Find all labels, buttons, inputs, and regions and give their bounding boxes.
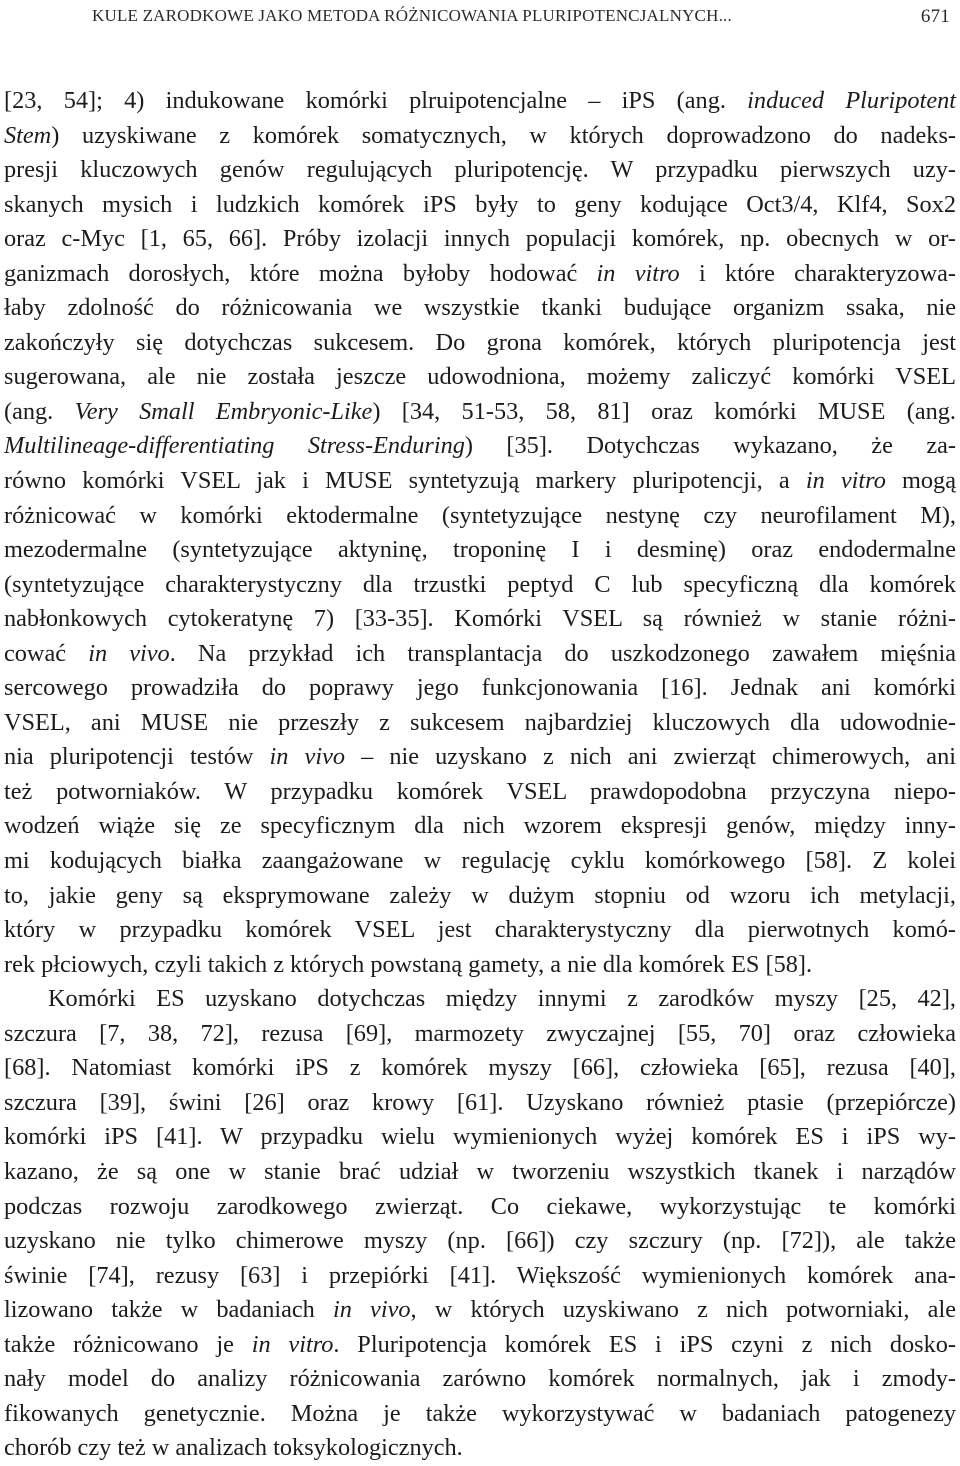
text-segment: kazano, że są one w stanie brać udział w tworzeniu wszystkich tkanek i narządów (4, 1157, 956, 1185)
text-line (4, 1328, 956, 1363)
page-number: 671 (920, 6, 950, 27)
text-line (4, 188, 956, 223)
italic-text: in vivo (88, 639, 170, 667)
text-segment: podczas rozwoju zarodkowego zwierząt. Co ciekawe, wykorzystując te komórki (4, 1192, 956, 1220)
text-segment: który w przypadku komórek VSEL jest charakterystyczny dla pierwotnych komó- (4, 916, 956, 944)
text-line (4, 775, 956, 810)
text-line (4, 879, 956, 914)
text-segment: chorób czy też w analizach toksykologicznych. (4, 1434, 463, 1462)
text-line (4, 706, 956, 741)
text-segment: rek płciowych, czyli takich z których powstaną gamety, a nie dla komórek ES [58]. (4, 950, 813, 978)
text-segment: nia pluripotencji testów (4, 743, 270, 771)
italic-text: in vitro (805, 467, 886, 495)
text-line (4, 222, 956, 257)
text-segment: ) [34, 51-53, 58, 81] oraz komórki MUSE (ang. (372, 397, 956, 425)
text-line (4, 809, 956, 844)
text-segment: presji kluczowych genów regulujących pluripotencję. W przypadku pierwszych uzy- (4, 156, 956, 184)
text-segment: uzyskano nie tylko chimerowe myszy (np. [66]) czy szczury (np. [72]), ale także (4, 1227, 956, 1255)
text-segment: . Na przykład ich transplantacja do uszkodzonego zawałem mięśnia (169, 639, 956, 667)
italic-text: in vivo (269, 743, 346, 771)
text-line (4, 1086, 956, 1121)
text-segment: mi kodujących białka zaangażowane w regulację cyklu komórkowego [58]. Z kolei (4, 847, 956, 875)
text-line (4, 844, 956, 879)
text-line (4, 153, 956, 188)
text-line (4, 913, 956, 948)
text-line (4, 948, 956, 983)
text-segment: lizowano także w badaniach (4, 1296, 333, 1324)
text-line (4, 602, 956, 637)
italic-text: Very Small Embryonic-Like (74, 397, 373, 425)
text-segment: szczura [7, 38, 72], rezusa [69], marmozety zwyczajnej [55, 70] oraz człowieka (4, 1019, 956, 1047)
text-segment: , w których uzyskiwano z nich potworniaki, ale (410, 1296, 956, 1324)
paragraph (4, 982, 956, 1466)
text-segment: komórki iPS [41]. W przypadku wielu wymienionych wyżej komórek ES i iPS wy- (4, 1123, 956, 1151)
text-line (4, 291, 956, 326)
paragraph (4, 84, 956, 982)
running-head-title: KULE ZARODKOWE JAKO METODA RÓŻNICOWANIA PLURIPOTENCJALNYCH... (92, 6, 732, 25)
italic-text: in vivo (333, 1296, 411, 1324)
text-line (4, 1190, 956, 1225)
text-segment: nabłonkowych cytokeratynę 7) [33-35]. Komórki VSEL są również w stanie różni- (4, 605, 956, 633)
text-segment: sercowego prowadziła do poprawy jego funkcjonowania [16]. Jednak ani komórki (4, 674, 956, 702)
italic-text: Multilineage-differentiating Stress-Enduring (4, 432, 465, 460)
text-segment: i które charakteryzowa- (679, 259, 956, 287)
text-segment: (syntetyzujące charakterystyczny dla trzustki peptyd C lub specyficzną dla komórek (4, 570, 956, 598)
text-segment: to, jakie geny są eksprymowane zależy w dużym stopniu od wzoru ich metylacji, (4, 881, 956, 909)
body-text (4, 84, 956, 1466)
text-line (4, 740, 956, 775)
text-line (4, 119, 956, 154)
text-segment: Komórki ES uzyskano dotychczas między innymi z zarodków myszy [25, 42], (48, 985, 956, 1013)
running-header (92, 6, 954, 30)
text-line (4, 360, 956, 395)
text-line (4, 1259, 956, 1294)
text-line (4, 671, 956, 706)
text-segment: cować (4, 639, 89, 667)
text-line (4, 429, 956, 464)
italic-text: in vitro (251, 1330, 334, 1358)
text-segment: nały model do analizy różnicowania zarówno komórek normalnych, jak i zmody- (4, 1365, 956, 1393)
text-line (4, 568, 956, 603)
text-segment: szczura [39], świni [26] oraz krowy [61]. Uzyskano również ptasie (przepiórcze) (4, 1088, 956, 1116)
text-line (4, 1051, 956, 1086)
text-segment: VSEL, ani MUSE nie przeszły z sukcesem najbardziej kluczowych dla udowodnie- (4, 708, 956, 736)
text-segment: – nie uzyskano z nich ani zwierząt chimerowych, ani (345, 743, 956, 771)
text-segment: ) uzyskiwane z komórek somatycznych, w których doprowadzono do nadeks- (51, 121, 956, 149)
text-line (4, 1017, 956, 1052)
text-line (4, 326, 956, 361)
text-segment: zakończyły się dotychczas sukcesem. Do grona komórek, których pluripotencja jest (4, 328, 956, 356)
text-segment: różnicować w komórki ektodermalne (syntetyzujące nestynę czy neurofilament M), (4, 501, 956, 529)
text-segment: mogą (885, 467, 956, 495)
text-segment: ganizmach dorosłych, które można byłoby hodować (4, 259, 597, 287)
text-line (4, 1397, 956, 1432)
italic-text: induced Pluripotent (747, 87, 957, 114)
text-line (4, 533, 956, 568)
text-line (4, 1362, 956, 1397)
text-line (4, 257, 956, 292)
text-line (4, 464, 956, 499)
italic-text: in vitro (596, 259, 680, 287)
text-line (4, 84, 956, 119)
text-segment: [23, 54]; 4) indukowane komórki plruipotencjalne – iPS (ang. (4, 87, 748, 114)
text-segment: wodzeń wiąże się ze specyficznym dla nich wzorem ekspresji genów, między inny- (4, 812, 956, 840)
text-segment: skanych mysich i ludzkich komórek iPS były to geny kodujące Oct3/4, Klf4, Sox2 (4, 190, 956, 218)
text-segment: [68]. Natomiast komórki iPS z komórek myszy [66], człowieka [65], rezusa [40], (4, 1054, 956, 1082)
text-segment: fikowanych genetycznie. Można je także wykorzystywać w badaniach patogenezy (4, 1399, 956, 1427)
text-line (4, 499, 956, 534)
text-segment: . Pluripotencja komórek ES i iPS czyni z nich dosko- (333, 1330, 956, 1358)
text-line (4, 1120, 956, 1155)
text-line (4, 1224, 956, 1259)
text-line (4, 1155, 956, 1190)
text-line (4, 637, 956, 672)
text-segment: równo komórki VSEL jak i MUSE syntetyzują markery pluripotencji, a (4, 467, 806, 495)
text-line (4, 982, 956, 1017)
italic-text: Stem (4, 121, 52, 149)
text-segment: oraz c-Myc [1, 65, 66]. Próby izolacji innych populacji komórek, np. obecnych w or- (4, 225, 956, 253)
text-segment: także różnicowano je (4, 1330, 252, 1358)
text-segment: łaby zdolność do różnicowania we wszystkie tkanki budujące organizm ssaka, nie (4, 294, 956, 322)
text-line (4, 395, 956, 430)
text-segment: sugerowana, ale nie została jeszcze udowodniona, możemy zaliczyć komórki VSEL (4, 363, 956, 391)
text-segment: ) [35]. Dotychczas wykazano, że za- (464, 432, 956, 460)
text-line (4, 1293, 956, 1328)
text-segment: też potworniaków. W przypadku komórek VSEL prawdopodobna przyczyna niepo- (4, 777, 956, 805)
text-segment: świnie [74], rezusy [63] i przepiórki [41]. Większość wymienionych komórek ana- (4, 1261, 956, 1289)
text-segment: (ang. (4, 397, 75, 425)
text-segment: mezodermalne (syntetyzujące aktyninę, troponinę I i desminę) oraz endodermalne (4, 536, 956, 564)
text-line (4, 1431, 956, 1466)
